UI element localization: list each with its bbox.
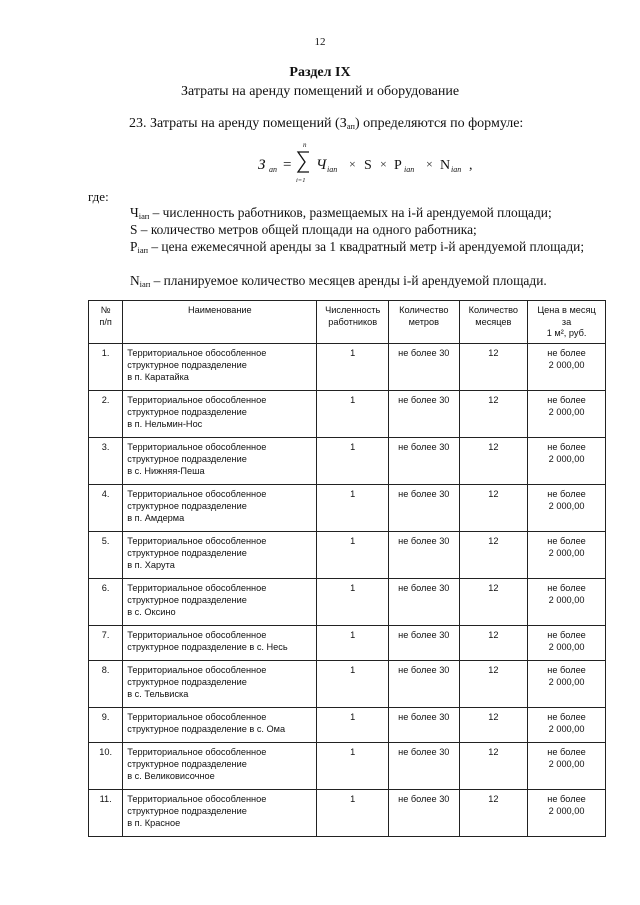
table-row bbox=[89, 742, 606, 789]
formula-p: P bbox=[394, 158, 402, 173]
row-price: не более 2 000,00 bbox=[528, 484, 606, 531]
header-months: Количество месяцев bbox=[459, 301, 528, 344]
table-row bbox=[89, 484, 606, 531]
def-price-text: – цена ежемесячной аренды за 1 квадратный метр i-й арендуемой площади; bbox=[148, 239, 585, 254]
row-workers: 1 bbox=[317, 531, 389, 578]
header-num: № п/п bbox=[89, 301, 123, 344]
formula-sum-bottom: i=1 bbox=[296, 177, 306, 184]
formula-t1-sub: iап bbox=[327, 165, 338, 174]
row-meters: не более 30 bbox=[389, 484, 460, 531]
row-price: не более 2 000,00 bbox=[528, 437, 606, 484]
formula-times-3: × bbox=[426, 157, 433, 171]
def-area-text: S – количество метров общей площади на одного работника; bbox=[130, 222, 477, 237]
definition-months bbox=[88, 272, 594, 293]
definition-area bbox=[88, 221, 594, 238]
row-months: 12 bbox=[459, 625, 528, 660]
row-meters: не более 30 bbox=[389, 578, 460, 625]
row-num: 1. bbox=[89, 343, 123, 390]
row-num: 8. bbox=[89, 660, 123, 707]
formula-sum-top: n bbox=[303, 141, 307, 149]
formula-equals: = bbox=[283, 157, 292, 173]
row-months: 12 bbox=[459, 578, 528, 625]
row-price: не более 2 000,00 bbox=[528, 660, 606, 707]
formula-n-sub: iап bbox=[451, 165, 462, 174]
formula-lhs: З bbox=[258, 157, 266, 173]
row-num: 2. bbox=[89, 390, 123, 437]
row-name: Территориальное обособленное структурное подразделение в с. Тельвиска bbox=[123, 660, 317, 707]
row-price: не более 2 000,00 bbox=[528, 390, 606, 437]
formula-svg bbox=[258, 138, 508, 186]
row-num: 7. bbox=[89, 625, 123, 660]
formula-lhs-sub: ап bbox=[269, 165, 277, 174]
header-price: Цена в месяц за 1 м², руб. bbox=[528, 301, 606, 344]
row-months: 12 bbox=[459, 484, 528, 531]
row-name: Территориальное обособленное структурное подразделение в п. Амдерма bbox=[123, 484, 317, 531]
row-price: не более 2 000,00 bbox=[528, 531, 606, 578]
section-title: Раздел IX bbox=[289, 65, 351, 80]
row-months: 12 bbox=[459, 437, 528, 484]
table-header-row bbox=[89, 301, 606, 344]
paragraph-intro-sub: ап bbox=[346, 121, 355, 131]
section-subtitle: Затраты на аренду помещений и оборудование bbox=[180, 84, 460, 99]
row-name: Территориальное обособленное структурное подразделение в с. Оксино bbox=[123, 578, 317, 625]
row-months: 12 bbox=[459, 390, 528, 437]
row-workers: 1 bbox=[317, 625, 389, 660]
row-months: 12 bbox=[459, 660, 528, 707]
formula-n: N bbox=[440, 158, 451, 173]
row-num: 4. bbox=[89, 484, 123, 531]
def-workers-sub: iап bbox=[138, 211, 150, 221]
row-workers: 1 bbox=[317, 390, 389, 437]
def-months-sub: iап bbox=[139, 279, 151, 289]
row-months: 12 bbox=[459, 531, 528, 578]
row-meters: не более 30 bbox=[389, 390, 460, 437]
def-months-symbol: N bbox=[130, 273, 140, 288]
row-meters: не более 30 bbox=[389, 742, 460, 789]
row-name: Территориальное обособленное структурное подразделение в п. Харута bbox=[123, 531, 317, 578]
row-meters: не более 30 bbox=[389, 789, 460, 836]
row-months: 12 bbox=[459, 343, 528, 390]
paragraph-intro-end: ) определяются по формуле: bbox=[354, 116, 524, 131]
row-workers: 1 bbox=[317, 343, 389, 390]
table-body bbox=[89, 343, 606, 836]
formula-t1: Ч bbox=[316, 157, 327, 173]
row-num: 3. bbox=[89, 437, 123, 484]
def-workers-symbol: Ч bbox=[130, 205, 139, 220]
paragraph-intro: 23. Затраты на аренду помещений (З bbox=[129, 116, 347, 131]
formula-s: S bbox=[364, 158, 372, 173]
row-num: 10. bbox=[89, 742, 123, 789]
row-price: не более 2 000,00 bbox=[528, 789, 606, 836]
sum-sign-icon bbox=[298, 152, 309, 172]
row-price: не более 2 000,00 bbox=[528, 578, 606, 625]
row-num: 6. bbox=[89, 578, 123, 625]
row-num: 5. bbox=[89, 531, 123, 578]
row-workers: 1 bbox=[317, 578, 389, 625]
row-num: 11. bbox=[89, 789, 123, 836]
header-name: Наименование bbox=[123, 301, 317, 344]
row-workers: 1 bbox=[317, 742, 389, 789]
table-row bbox=[89, 531, 606, 578]
row-price: не более 2 000,00 bbox=[528, 707, 606, 742]
row-name: Территориальное обособленное структурное подразделение в с. Великовисочное bbox=[123, 742, 317, 789]
row-name: Территориальное обособленное структурное подразделение в с. Ома bbox=[123, 707, 317, 742]
table-row bbox=[89, 789, 606, 836]
row-num: 9. bbox=[89, 707, 123, 742]
def-price-sub: iап bbox=[137, 245, 149, 255]
table-row bbox=[89, 707, 606, 742]
row-meters: не более 30 bbox=[389, 437, 460, 484]
row-name: Территориальное обособленное структурное подразделение в с. Несь bbox=[123, 625, 317, 660]
row-name: Территориальное обособленное структурное подразделение в п. Нельмин-Нос bbox=[123, 390, 317, 437]
table-row bbox=[89, 660, 606, 707]
formula-p-sub: iап bbox=[404, 165, 415, 174]
header-meters: Количество метров bbox=[389, 301, 460, 344]
where-label: где: bbox=[88, 189, 109, 204]
row-meters: не более 30 bbox=[389, 343, 460, 390]
row-months: 12 bbox=[459, 742, 528, 789]
def-workers-text: – численность работников, размещаемых на i-й арендуемой площади; bbox=[149, 205, 552, 220]
definition-price bbox=[88, 238, 594, 259]
row-months: 12 bbox=[459, 789, 528, 836]
row-name: Территориальное обособленное структурное подразделение в с. Нижняя-Пеша bbox=[123, 437, 317, 484]
table-row bbox=[89, 390, 606, 437]
row-meters: не более 30 bbox=[389, 625, 460, 660]
rent-table bbox=[88, 300, 606, 837]
paragraph-23 bbox=[129, 116, 523, 132]
row-meters: не более 30 bbox=[389, 707, 460, 742]
formula-comma: , bbox=[469, 158, 473, 173]
row-price: не более 2 000,00 bbox=[528, 343, 606, 390]
row-price: не более 2 000,00 bbox=[528, 742, 606, 789]
row-workers: 1 bbox=[317, 660, 389, 707]
def-months-text: – планируемое количество месяцев аренды i-й арендуемой площади. bbox=[150, 273, 547, 288]
rent-cost-formula bbox=[258, 138, 508, 186]
def-price-symbol: P bbox=[130, 239, 138, 254]
table-row bbox=[89, 625, 606, 660]
row-meters: не более 30 bbox=[389, 660, 460, 707]
row-name: Территориальное обособленное структурное подразделение в п. Каратайка bbox=[123, 343, 317, 390]
row-meters: не более 30 bbox=[389, 531, 460, 578]
row-workers: 1 bbox=[317, 484, 389, 531]
row-workers: 1 bbox=[317, 789, 389, 836]
table-row bbox=[89, 437, 606, 484]
formula-times-2: × bbox=[380, 157, 387, 171]
row-workers: 1 bbox=[317, 707, 389, 742]
page-number: 12 bbox=[314, 36, 326, 48]
table-row bbox=[89, 343, 606, 390]
row-workers: 1 bbox=[317, 437, 389, 484]
header-workers: Численность работников bbox=[317, 301, 389, 344]
table-row bbox=[89, 578, 606, 625]
row-months: 12 bbox=[459, 707, 528, 742]
row-price: не более 2 000,00 bbox=[528, 625, 606, 660]
formula-times-1: × bbox=[349, 157, 356, 171]
row-name: Территориальное обособленное структурное подразделение в п. Красное bbox=[123, 789, 317, 836]
